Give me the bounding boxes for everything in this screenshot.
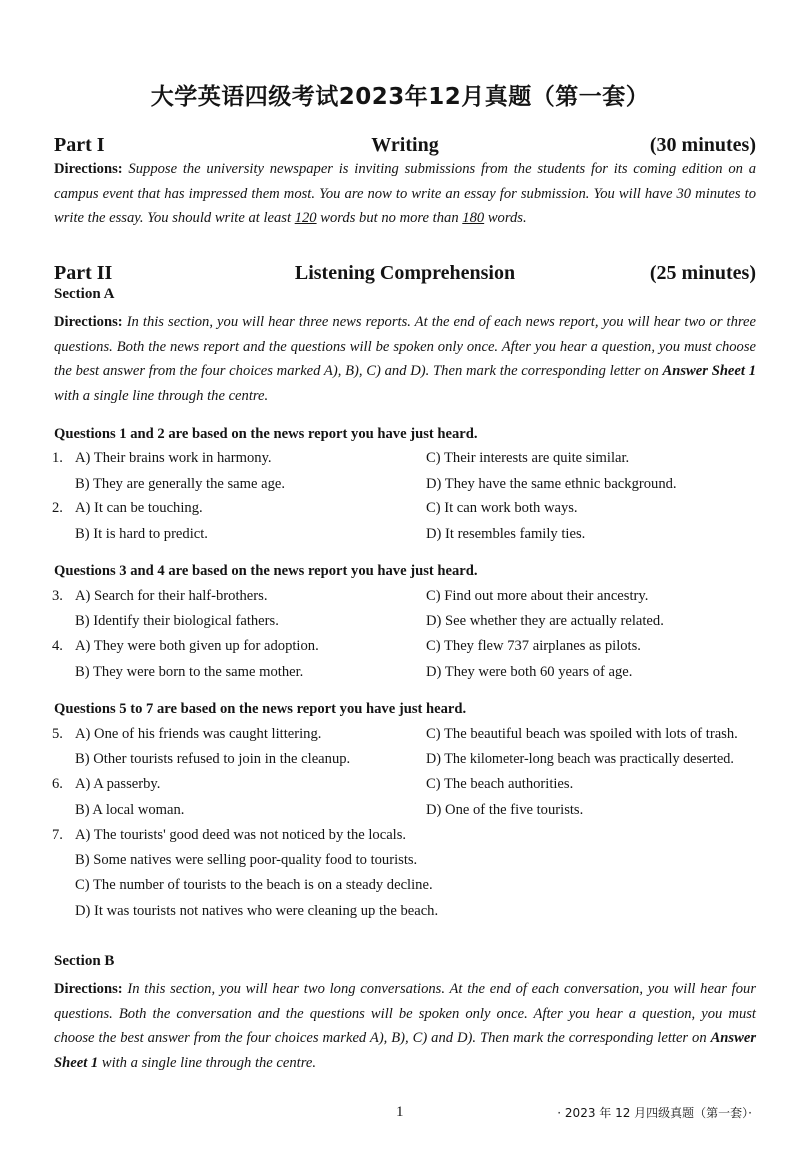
section-b-answer-sheet: Answer Sheet 1 [54, 1030, 756, 1071]
question-option: A) It can be touching. [75, 500, 203, 516]
part1-directions-text-c: words. [487, 210, 527, 227]
question-option: A) Search for their half-brothers. [75, 588, 268, 604]
section-b-directions-end: with a single line through the centre. [101, 1054, 316, 1071]
section-b-label: Section B [54, 953, 115, 969]
part2-header [54, 262, 756, 288]
page-number: 1 [396, 1104, 404, 1120]
part2-name: Listening Comprehension [294, 262, 516, 284]
part2-label: Part II [54, 262, 113, 284]
part1-directions-label: Directions: [54, 161, 123, 177]
question-option: C) Find out more about their ancestry. [426, 588, 649, 604]
question-option: A) One of his friends was caught littering. [75, 726, 322, 742]
question-option: C) The beautiful beach was spoiled with lots of trash. [426, 726, 738, 742]
section-a-directions [54, 310, 756, 408]
part1-time: (30 minutes) [649, 134, 756, 156]
part1-max-words: 180 [462, 210, 485, 227]
question-number: 2. [52, 500, 63, 516]
question-option: A) Their brains work in harmony. [75, 450, 272, 466]
question-option: B) They are generally the same age. [75, 476, 286, 492]
section-a-directions-text: In this section, you will hear three news reports. At the end of each news report, you will hear two or three questions. Both the news report and the questions will be spoken only once. After you hear a question, you must choose the best answer from the four choices marked A), B), C) and D). Then mark the corresponding letter on [54, 314, 756, 380]
part1-directions-text-b: words but no more than [320, 210, 459, 227]
section-a-label: Section A [54, 286, 115, 302]
question-option: A) A passerby. [75, 776, 161, 792]
question-option: B) A local woman. [75, 802, 185, 818]
question-option: D) They have the same ethnic background. [426, 476, 677, 492]
section-b-directions-text: In this section, you will hear two long conversations. At the end of each conversation, you will hear four questions. Both the conversation and the questions will be spoken only once. After you hear a question, you must choose the best answer from the four choices marked A), B), C) and D). Then mark the corresponding letter on [54, 981, 756, 1047]
question-number: 1. [52, 450, 63, 466]
question-option: C) It can work both ways. [426, 500, 578, 516]
question-option: A) The tourists' good deed was not noticed by the locals. [75, 827, 407, 843]
question-option: B) Some natives were selling poor-quality food to tourists. [75, 852, 418, 868]
part1-name: Writing [371, 134, 439, 156]
question-number: 7. [52, 827, 63, 843]
section-b-directions-label: Directions: [54, 981, 123, 997]
question-option: D) It was tourists not natives who were cleaning up the beach. [75, 903, 439, 919]
question-option: D) The kilometer-long beach was practically deserted. [426, 751, 734, 767]
question-number: 4. [52, 638, 63, 654]
question-option: C) They flew 737 airplanes as pilots. [426, 638, 641, 654]
page-title: 大学英语四级考试2023年12月真题（第一套） [150, 84, 650, 110]
part1-min-words: 120 [294, 210, 317, 227]
question-number: 3. [52, 588, 63, 604]
part1-label: Part I [54, 134, 105, 156]
question-option: C) The number of tourists to the beach is on a steady decline. [75, 877, 433, 893]
section-b-directions [54, 977, 756, 1075]
question-option: C) Their interests are quite similar. [426, 450, 630, 466]
question-option: B) They were born to the same mother. [75, 664, 304, 680]
question-option: B) Identify their biological fathers. [75, 613, 279, 629]
section-a-answer-sheet: Answer Sheet 1 [662, 363, 756, 380]
question-option: D) They were both 60 years of age. [426, 664, 633, 680]
part2-time: (25 minutes) [649, 262, 756, 284]
question-option: C) The beach authorities. [426, 776, 574, 792]
section-a-directions-end: with a single line through the centre. [54, 387, 269, 404]
question-option: A) They were both given up for adoption. [75, 638, 319, 654]
question-number: 5. [52, 726, 63, 742]
part1-directions-text-a: Suppose the university newspaper is inviting submissions from the students for its coming edition on a campus event that has impressed them most. You are now to write an essay for submission. You will have 30 minutes to write the essay. You should write at least [54, 161, 757, 227]
question-option: D) It resembles family ties. [426, 526, 586, 542]
question-option: D) See whether they are actually related. [426, 613, 664, 629]
question-number: 6. [52, 776, 63, 792]
footer-caption: · 2023 年 12 月四级真题（第一套）· [557, 1106, 752, 1120]
question-group-heading: Questions 3 and 4 are based on the news report you have just heard. [54, 563, 478, 579]
question-group-heading: Questions 1 and 2 are based on the news report you have just heard. [54, 426, 478, 442]
question-option: B) Other tourists refused to join in the cleanup. [75, 751, 351, 767]
question-option: D) One of the five tourists. [426, 802, 584, 818]
question-option: B) It is hard to predict. [75, 526, 208, 542]
question-group-heading: Questions 5 to 7 are based on the news report you have just heard. [54, 701, 467, 717]
part1-directions [54, 157, 756, 231]
section-a-directions-label: Directions: [54, 314, 123, 330]
